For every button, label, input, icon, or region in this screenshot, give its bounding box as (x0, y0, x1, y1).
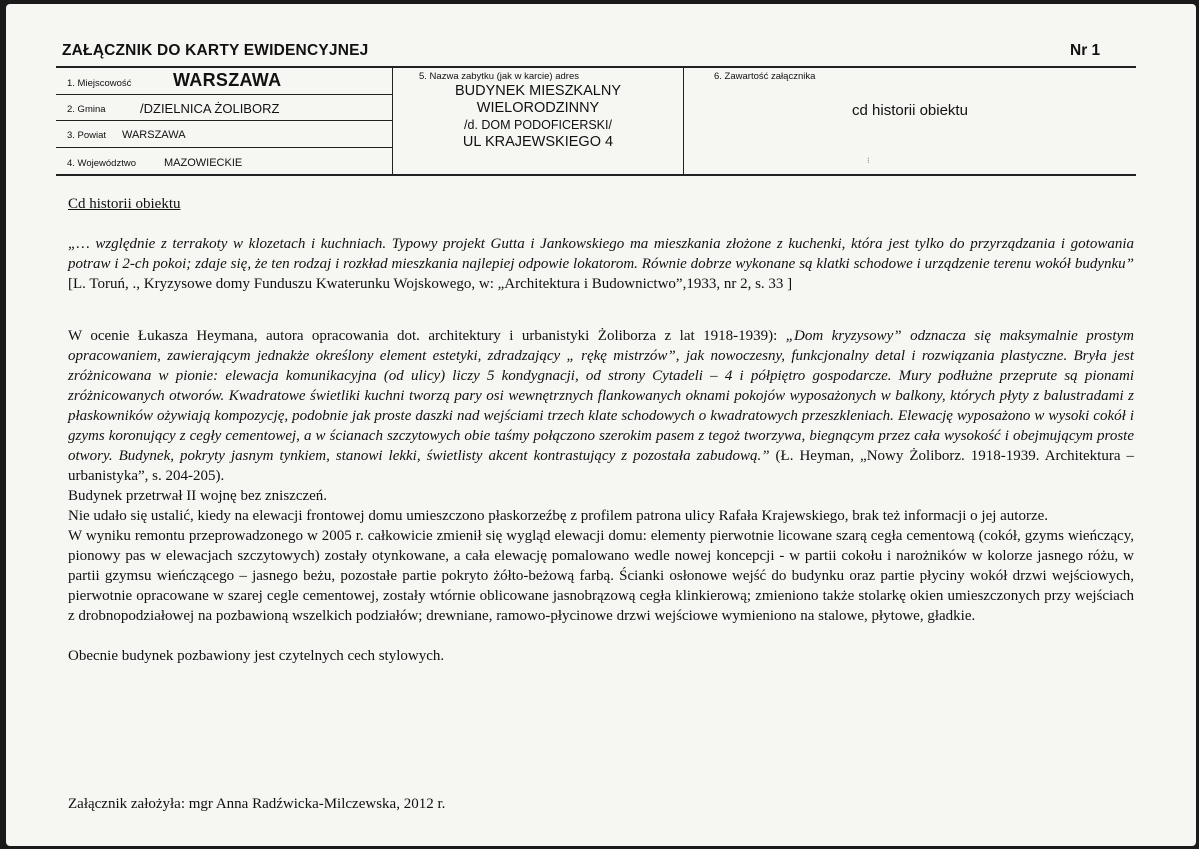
heyman-paragraph (68, 326, 1134, 486)
field-value: /DZIELNICA ŻOLIBORZ (140, 101, 280, 116)
author-signature: Załącznik założyła: mgr Anna Radźwicka-Milczewska, 2012 r. (68, 796, 446, 812)
monument-name-line: WIELORODZINNY (476, 100, 600, 116)
field-powiat (56, 121, 392, 148)
attachment-content-cell (684, 68, 1136, 174)
field-value: WARSZAWA (173, 70, 282, 90)
document-page (6, 4, 1196, 846)
field-value: WARSZAWA (122, 129, 186, 141)
location-column (56, 68, 393, 174)
quote-text: „Dom kryzysowy” odznacza się maksymalnie prostym opracowaniem, zawierającym jednakże określony element estetyki, zdradzający „ rękę mistrzów”, jak nowoczesny, funkcjonalny detal i rozwiązania plastyczne. Bryła jest zróżnicowana w pionie: elewacja komunikacyjna (od ulicy) liczy 5 kondygnacji, od strony Cytadeli – 4 i półpiętro gospodarcze. Mury podłużne przeprute są pionami zróżnicowanych otworów. Kwadratowe świetliki kuchni tworzą pary osi wewnętrznych flankowanych oknami pokojów wyposażonych w balkony, których płyty z balustradami z płaskowników ożywiają kompozycję, podobnie jak proste daszki nad wejściami trzech klate schodowych o kwadratowych przeszkleniach. Elewację wyposażono w wysoki cokół i gzyms koronujący z cegły cementowej, a w ścianach szczytowych obie taśmy połączono szerokim pasem z tegoż tworzywa, biegnącym przez cała wysokość i obejmującym proste otwory. Budynek, pokryty jasnym tynkiem, stanowi lekki, świetlisty akcent kontrastujący z pozostała zabudową.” (68, 328, 1134, 464)
document-title: ZAŁĄCZNIK DO KARTY EWIDENCYJNEJ (62, 42, 369, 59)
attachment-content: cd historii obiektu (852, 102, 968, 119)
monument-name-line: /d. DOM PODOFICERSKI/ (464, 118, 612, 132)
body-paragraphs (68, 326, 1134, 666)
monument-name-cell (393, 68, 684, 174)
field-label: 6. Zawartość załącznika (714, 71, 816, 82)
paragraph: Budynek przetrwał II wojnę bez zniszczeń. (68, 488, 328, 504)
field-wojewodztwo (56, 148, 392, 174)
quote-text: „… względnie z terrakoty w klozetach i kuchniach. Typowy projekt Gutta i Jankowskiego ma mieszkania złożone z kuchenki, która jest tylko do przyrządzania i gotowania potraw i 2-ch pokoi; zdaje się, że ten rodzaj i rozkład mieszkania najlepiej odpowie lokatorom. Równie dobrze wykonane są klatki schodowe i urządzenie terenu wokół budynku” (68, 236, 1134, 272)
section-title: Cd historii obiektu (68, 196, 181, 212)
field-value: MAZOWIECKIE (164, 157, 243, 169)
quote-citation: (Ł. Heyman, „Nowy Żoliborz. 1918-1939. Architektura – urbanistyka”, s. 204-205). (68, 448, 1134, 484)
header-table (56, 66, 1136, 176)
field-label: 1. Miejscowość (67, 78, 132, 89)
scan-mark: ⁝ (867, 156, 870, 165)
field-label: 4. Województwo (67, 158, 136, 169)
paragraph-intro: W ocenie Łukasza Heymana, autora opracowania dot. architektury i urbanistyki Żoliborza z lat 1918-1939): (68, 328, 786, 344)
paragraph: Nie udało się ustalić, kiedy na elewacji frontowej domu umieszczono płaskorzeźbę z profilem patrona ulicy Rafała Krajewskiego, brak też informacji o jej autorze. (68, 508, 1049, 524)
field-label: 2. Gmina (67, 104, 106, 115)
monument-name (393, 83, 683, 151)
field-label: 5. Nazwa zabytku (jak w karcie) adres (419, 71, 579, 82)
monument-name-line: BUDYNEK MIESZKALNY (455, 83, 621, 99)
field-miejscowosc (56, 68, 392, 95)
field-label: 3. Powiat (67, 130, 107, 141)
quote-paragraph (68, 234, 1134, 294)
quote-citation: [L. Toruń, ., Kryzysowe domy Funduszu Kwaterunku Wojskowego, w: „Architektura i Budownictwo”,1933, nr 2, s. 33 ] (68, 276, 793, 292)
field-gmina (56, 95, 392, 121)
monument-address: UL KRAJEWSKIEGO 4 (462, 134, 614, 150)
document-number: Nr 1 (1070, 42, 1101, 59)
paragraph: Obecnie budynek pozbawiony jest czytelnych cech stylowych. (68, 648, 445, 664)
paragraph: W wyniku remontu przeprowadzonego w 2005 r. całkowicie zmienił się wygląd elewacji domu: elementy pierwotnie licowane szarą cegła cementową (cokół, gzyms wieńczący, pionowy pas w elewacjach szczytowych) zostały otynkowane, a cała elewację pomalowano wedle nowej koncepcji - w partii cokołu i narożników w kolorze jasnego różu, w partii gzymsu wieńczącego – jasnego beżu, pozostałe partie pokryto żółto-beżową farbą. Ścianki osłonowe wejść do budynku oraz partie płyciny wokół drzwi wejściowych, pierwotnie opracowane w szarej cegle cementowej, zostały wtórnie oblicowane jasnobrązową cegła klinkierową; zmieniono także stolarkę okien umieszczonych przy wejściach z drobnopodziałowej na pozbawioną wszelkich podziałów; drewniane, ramowo-płycinowe drzwi wejściowe wymieniono na stalowe, płytowe, gładkie. (68, 528, 1134, 624)
